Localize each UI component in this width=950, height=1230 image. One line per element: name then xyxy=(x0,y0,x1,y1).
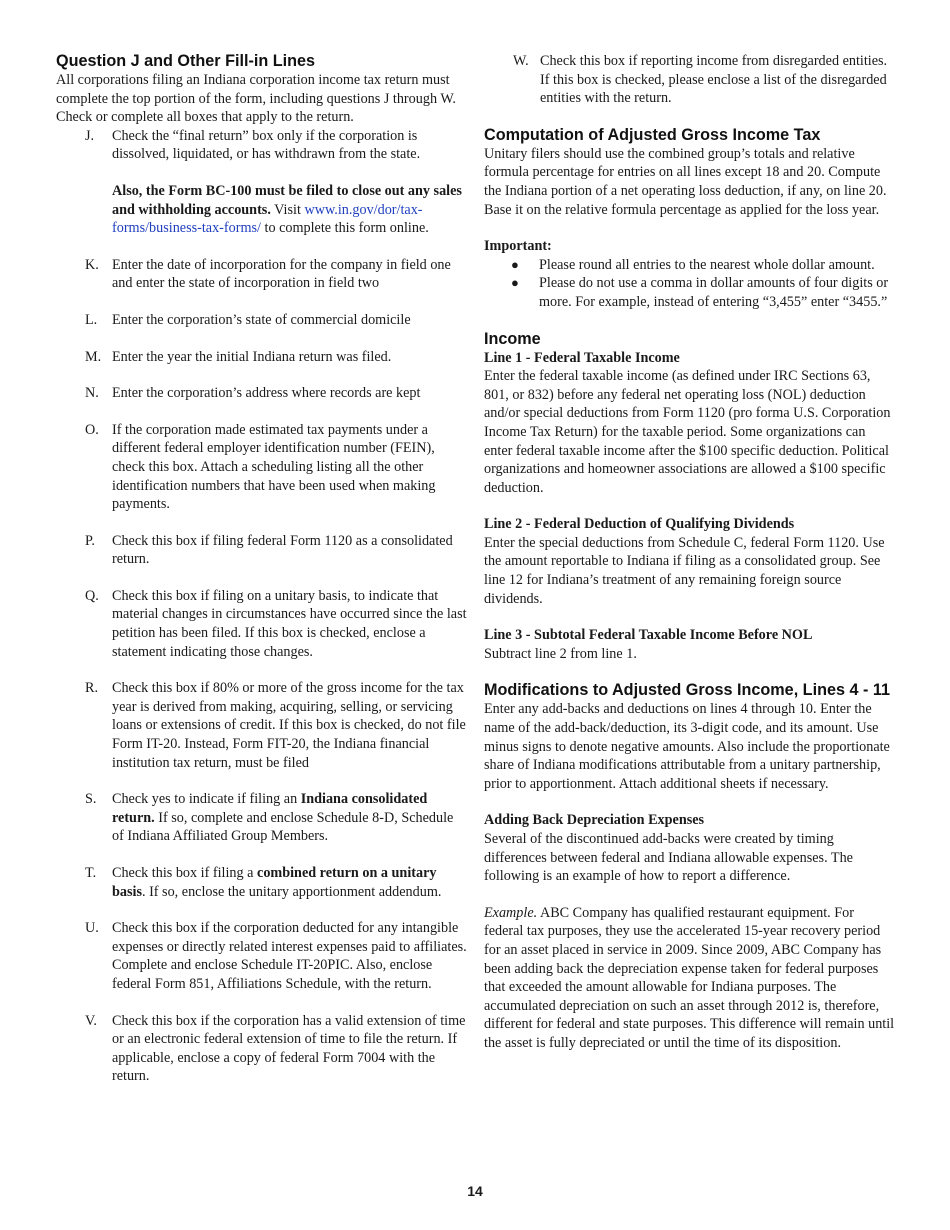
item-text: Enter the date of incorporation for the company in field one and enter the state of incorporation in field two xyxy=(112,256,451,292)
line2-title: Line 2 - Federal Deduction of Qualifying Dividends xyxy=(484,516,795,533)
item-k xyxy=(56,256,468,293)
important-label: Important: xyxy=(484,238,552,255)
item-text xyxy=(112,790,468,846)
item-text: If the corporation made estimated tax payments under a different federal employer identification number (FEIN), check this box. Attach a scheduling listing all the other identification numbers that have been used when making payments. xyxy=(112,421,436,513)
important-list xyxy=(484,256,896,312)
item-text xyxy=(112,864,468,901)
item-letter: L. xyxy=(85,311,98,328)
item-l xyxy=(56,311,468,330)
list-item xyxy=(484,256,896,275)
page-number: 14 xyxy=(467,1183,483,1199)
item-letter: O. xyxy=(85,421,99,438)
item-letter: N. xyxy=(85,385,99,402)
item-s xyxy=(56,790,468,846)
note-text: Visit xyxy=(270,201,305,218)
item-text: Check this box if the corporation has a valid extension of time or an electronic federal extension of time to file the return. If applicable, enclose a copy of federal Form 7004 with the return. xyxy=(112,1012,466,1085)
bc100-bold: Also, the Form BC-100 must be filed to close out any sales and withholding accounts. xyxy=(112,182,462,218)
item-text-part: . If so, enclose the unitary apportionment addendum. xyxy=(141,883,442,900)
item-letter: W. xyxy=(513,53,529,69)
dor-tax-forms-link[interactable]: www.in.gov/dor/tax-forms/business-tax-forms/ xyxy=(112,201,423,237)
section-heading-question-j: Question J and Other Fill-in Lines xyxy=(56,52,316,70)
line1-title: Line 1 - Federal Taxable Income xyxy=(484,349,680,366)
item-r xyxy=(56,679,468,772)
item-text: Check this box if filing on a unitary basis, to indicate that material changes in circumstances have occurred since the last petition has been filed. If this box is checked, enclose a statement indicating those changes. xyxy=(112,587,467,660)
bullet-icon: ● xyxy=(511,275,519,291)
item-q xyxy=(56,587,468,661)
item-letter: S. xyxy=(85,791,97,808)
example-label: Example. xyxy=(484,904,538,921)
item-o xyxy=(56,421,468,514)
item-letter: P. xyxy=(85,532,95,549)
item-text-bold: Indiana consolidated return. xyxy=(112,791,428,826)
item-m xyxy=(56,348,468,367)
modifications-paragraph: Enter any add-backs and deductions on lines 4 through 10. Enter the name of the add-back/deduction, its 3-digit code, and its amount. Use minus signs to denote negative amounts. Also include the proportionate share of Indiana modifications attributable from a unitary partnership, prior to apportionment. Attach additional sheets if necessary. xyxy=(484,701,890,792)
item-letter: V. xyxy=(85,1012,97,1029)
item-text-bold: combined return on a unitary basis xyxy=(112,865,437,900)
item-letter: M. xyxy=(85,348,102,365)
bc100-note xyxy=(56,182,468,238)
section-heading-agi-tax: Computation of Adjusted Gross Income Tax xyxy=(484,125,821,144)
note-text: to complete this form online. xyxy=(260,220,429,237)
example-paragraph xyxy=(484,904,896,1053)
item-n xyxy=(56,384,468,403)
agi-paragraph: Unitary filers should use the combined group’s totals and relative formula percentage for entries on all lines except 18 and 20. Compute the Indiana portion of a net operating loss deduction, if any, on line 20. Base it on the relative formula percentage as applied for the loss year. xyxy=(484,145,887,218)
item-text: Check this box if filing federal Form 1120 as a consolidated return. xyxy=(112,532,453,568)
item-text-part: If so, complete and enclose Schedule 8-D, Schedule of Indiana Affiliated Group Members. xyxy=(112,809,454,845)
line1-paragraph: Enter the federal taxable income (as defined under IRC Sections 63, 801, or 832) before any federal net operating loss (NOL) deduction and/or special deductions from Form 1120 (pro forma U.S. Corporation Income Tax Return) for the taxable period. Some organizations can enter federal taxable income after the $100 specific deduction. Political organizations and homeowner associations are allowed a $100 specific deduction. xyxy=(484,368,891,496)
item-text: Enter the corporation’s address where records are kept xyxy=(112,385,421,402)
line2-paragraph: Enter the special deductions from Schedule C, federal Form 1120. Use the amount reportable to Indiana if filing as a consolidated group. See line 12 for Indiana’s treatment of any remaining foreign source dividends. xyxy=(484,534,885,607)
section-heading-income: Income xyxy=(484,329,541,348)
item-text: Check this box if reporting income from disregarded entities. If this box is checked, please enclose a list of the disregarded entities with the return. xyxy=(540,53,888,107)
item-text: Enter the corporation’s state of commercial domicile xyxy=(112,311,411,328)
example-text: ABC Company has qualified restaurant equipment. For federal tax purposes, they use the accelerated 15-year recovery period for an asset placed in service in 2009. Since 2009, ABC Company has been adding back the depreciation expense taken for federal purposes that exceeded the amount allowable for Indiana purposes. The accumulated depreciation on such an asset through 2012 is, therefore, different for federal and state purposes. This difference will remain until the asset is fully depreciated or until the time of its disposition. xyxy=(484,904,895,1051)
line3-title: Line 3 - Subtotal Federal Taxable Income Before NOL xyxy=(484,627,813,644)
item-text-part: Check this box if filing a xyxy=(112,865,258,881)
depreciation-title: Adding Back Depreciation Expenses xyxy=(484,812,705,829)
item-text: Check the “final return” box only if the corporation is dissolved, liquidated, or has withdrawn from the state. xyxy=(112,127,421,163)
item-letter: R. xyxy=(85,680,99,697)
intro-paragraph: All corporations filing an Indiana corporation income tax return must complete the top portion of the form, including questions J through W. Check or complete all boxes that apply to the return. xyxy=(56,72,456,126)
item-letter: T. xyxy=(85,865,97,881)
item-w xyxy=(484,52,896,108)
item-t xyxy=(56,864,468,901)
list-item xyxy=(484,274,896,311)
depreciation-paragraph: Several of the discontinued add-backs were created by timing differences between federal and Indiana allowable expenses. The following is an example of how to report a difference. xyxy=(484,831,853,885)
bullet-icon: ● xyxy=(511,256,519,272)
left-column xyxy=(56,52,468,1086)
item-letter: J. xyxy=(85,127,95,144)
item-text: Enter the year the initial Indiana return was filed. xyxy=(112,348,392,365)
item-j xyxy=(56,127,468,164)
item-p xyxy=(56,532,468,569)
item-letter: K. xyxy=(85,256,99,273)
bullet-text: Please round all entries to the nearest whole dollar amount. xyxy=(539,256,875,273)
item-text-part: Check yes to indicate if filing an xyxy=(112,791,301,808)
section-heading-modifications: Modifications to Adjusted Gross Income, Lines 4 - 11 xyxy=(484,681,890,700)
bullet-text: Please do not use a comma in dollar amounts of four digits or more. For example, instead of entering “3,455” enter “3455.” xyxy=(539,275,889,310)
right-column xyxy=(484,52,896,1053)
item-text: Check this box if 80% or more of the gross income for the tax year is derived from making, acquiring, selling, or servicing loans or extensions of credit. If this box is checked, do not file Form IT-20. Instead, Form FIT-20, the Indiana financial institution tax return, must be filed xyxy=(112,680,466,771)
line3-paragraph: Subtract line 2 from line 1. xyxy=(484,645,637,662)
item-letter: U. xyxy=(85,920,99,937)
item-u xyxy=(56,919,468,993)
item-text: Check this box if the corporation deducted for any intangible expenses or directly related interest expenses paid to affiliates. Complete and enclose Schedule IT-20PIC. Also, enclose federal Form 851, Affiliations Schedule, with the return. xyxy=(112,920,467,992)
item-letter: Q. xyxy=(85,587,99,604)
item-v xyxy=(56,1012,468,1086)
